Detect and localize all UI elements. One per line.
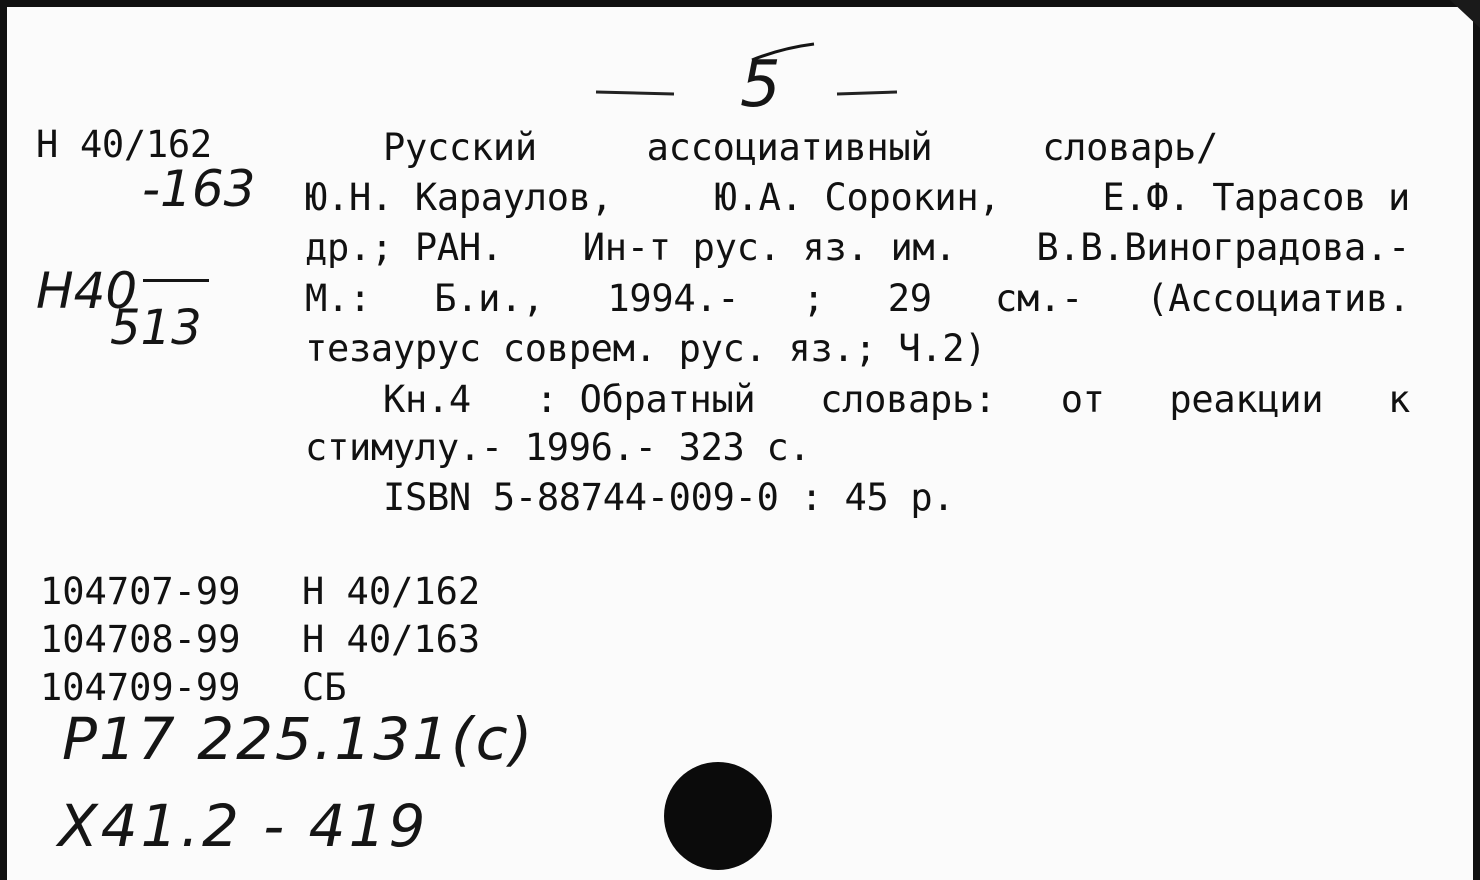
- copy-row: [40, 616, 480, 664]
- page-number-text: 5: [740, 48, 781, 112]
- classification-code-handwritten: Х41.2 - 419: [58, 792, 429, 860]
- classification-code-handwritten: Р17 225.131(с): [62, 705, 535, 773]
- pressmark-top-handwritten: Н40: [36, 262, 138, 320]
- inventory-number: 104707-99: [40, 570, 241, 613]
- copies-list: [40, 568, 480, 712]
- pressmark-bottom-handwritten: 513: [110, 300, 202, 356]
- description-line: Кн.4 : Обратный словарь: от реакции к: [383, 378, 1410, 421]
- shelfmark-main: Н 40/162: [36, 123, 212, 166]
- description-line: стимулу.- 1996.- 323 с.: [305, 426, 811, 469]
- inventory-number: 104709-99: [40, 666, 241, 709]
- description-line: М.: Б.и., 1994.- ; 29 см.- (Ассоциатив.: [305, 277, 1410, 320]
- copy-location: Н 40/162: [302, 570, 481, 613]
- description-line: Ю.Н. Караулов, Ю.А. Сорокин, Е.Ф. Тарасов и: [305, 176, 1410, 219]
- scan-border-left: [0, 0, 7, 880]
- description-line: др.; РАН. Ин-т рус. яз. им. В.В.Виноградова.-: [305, 226, 1410, 269]
- pressmark-fraction-bar: [143, 279, 209, 282]
- shelfmark-added-handwritten: -163: [142, 160, 256, 218]
- scan-border-top: [0, 0, 1480, 7]
- copy-location: СБ: [302, 666, 347, 709]
- copy-row: [40, 568, 480, 616]
- description-line: Русский ассоциативный словарь/: [383, 126, 1218, 169]
- inventory-number: 104708-99: [40, 618, 241, 661]
- corner-scratch: [1440, 0, 1480, 40]
- description-line: тезаурус соврем. рус. яз.; Ч.2): [305, 327, 987, 370]
- isbn-price: ISBN 5-88744-009-0 : 45 р.: [383, 476, 955, 519]
- scan-border-right: [1473, 0, 1480, 880]
- card-punch-hole: [664, 762, 772, 870]
- page-number-handwritten: [592, 42, 912, 112]
- copy-location: Н 40/163: [302, 618, 481, 661]
